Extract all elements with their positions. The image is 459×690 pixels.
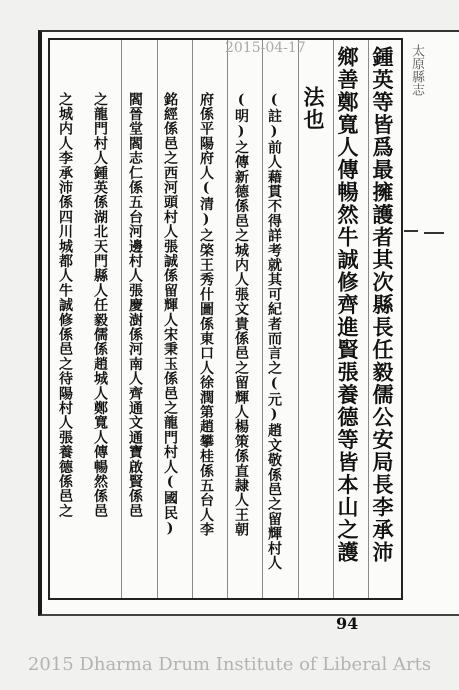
note-column-3: 府係平陽府人(清)之棨王秀什圖係東口人徐潤第趙攀桂係五台人李 <box>198 92 214 537</box>
note-column-5: 閻晉堂閻志仁係五台河邊村人張慶澍係河南人齊通文通寶啟賢係邑 <box>127 92 143 519</box>
note-column-2: (明)之傳新德係邑之城内人張文貴係邑之留輝人楊策係直隷人王朝 <box>233 92 249 537</box>
column-rule <box>157 40 158 598</box>
text-column-2: 鄉善鄭寬人傳暢然牛誠修齊進賢張養德等皆本山之護 <box>335 46 360 564</box>
note-column-1: (註)前人藉貫不得詳考就其可紀者而言之(元)趙文敬係邑之留輝村人 <box>266 92 282 571</box>
institute-watermark: 2015 Dharma Drum Institute of Liberal Arts <box>27 654 432 675</box>
edge-mark <box>424 232 444 234</box>
column-rule <box>192 40 193 598</box>
margin-header: 太原縣志 <box>409 44 424 96</box>
edge-mark <box>404 230 418 232</box>
column-rule <box>368 40 369 598</box>
column-rule <box>333 40 334 598</box>
watermark-date: 2015-04-17 <box>225 40 306 56</box>
note-column-4: 銘經係邑之西河頭村人張誠係留輝人宋秉玉係邑之龍門村人(國民) <box>162 92 178 537</box>
text-column-1: 鍾英等皆爲最擁護者其次縣長任毅儒公安局長李承沛 <box>370 46 395 564</box>
column-rule <box>121 40 122 598</box>
column-rule <box>298 40 299 598</box>
page-number: 94 <box>336 614 359 633</box>
column-rule <box>227 40 228 598</box>
text-column-3: 法也 <box>301 86 326 131</box>
note-column-7: 之城内人李承沛係四川城都人牛誠修係邑之待陽村人張養德係邑之 <box>57 92 73 519</box>
column-rule <box>262 40 263 598</box>
note-column-6: 之龍門村人鍾英係湖北天門縣人任毅儒係趙城人鄭寬人傳暢然係邑 <box>92 92 108 519</box>
